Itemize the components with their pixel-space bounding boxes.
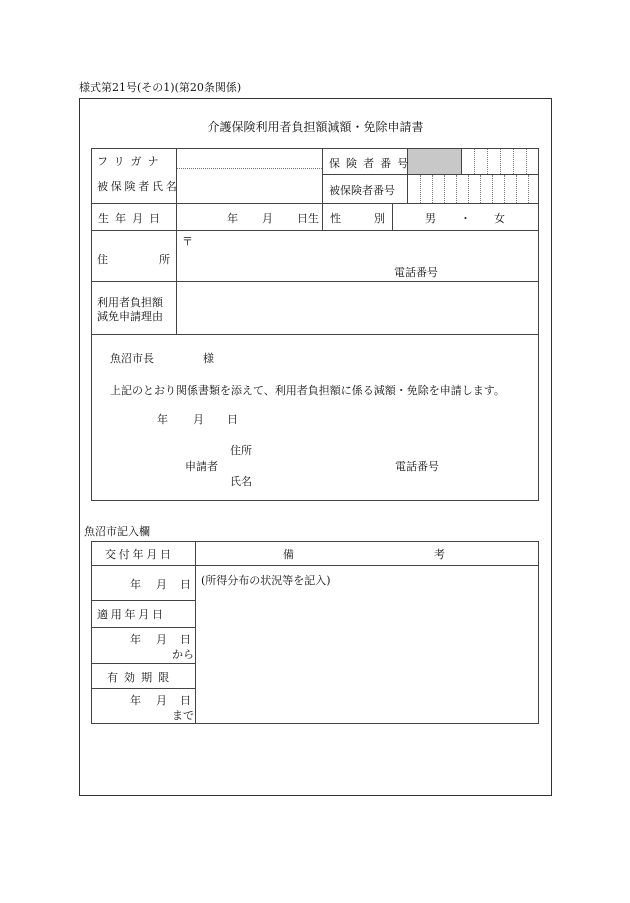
- address-label-part2: 所: [159, 253, 170, 266]
- city-table-right: [538, 541, 539, 724]
- addressee-honorific: 様: [203, 352, 214, 365]
- form-title: 介護保険利用者負担額減額・免除申請書: [207, 120, 424, 134]
- label-column-divider: [176, 148, 177, 334]
- dob-year-unit: 年: [227, 212, 238, 225]
- city-header-divider: [91, 565, 539, 566]
- valid-period-label: 有効期限: [107, 671, 176, 684]
- insurer-digit-divider: [500, 149, 501, 174]
- insurer-digit-divider: [513, 149, 514, 174]
- insured-digit-divider: [456, 175, 457, 203]
- apply-date-day: 日: [180, 633, 191, 646]
- insured-digit-divider: [480, 175, 481, 203]
- request-date-day: 日: [227, 413, 238, 426]
- row-divider-reason: [91, 281, 539, 282]
- insured-digit-divider: [444, 175, 445, 203]
- insured-digit-divider: [528, 175, 529, 203]
- insurer-digit-divider: [526, 149, 527, 174]
- insured-digit-divider: [504, 175, 505, 203]
- request-date-year: 年: [157, 413, 168, 426]
- postal-code-mark: 〒: [182, 235, 193, 248]
- city-table-bottom: [91, 723, 539, 724]
- addressee: 魚沼市長: [110, 352, 154, 365]
- valid-until-until: まで: [172, 709, 194, 722]
- city-column-divider: [195, 541, 196, 724]
- sex-option-male[interactable]: 男: [425, 212, 436, 225]
- dob-day-unit: 日生: [297, 212, 319, 225]
- row-divider-address: [91, 230, 539, 231]
- table-border-left: [91, 148, 92, 501]
- insured-digit-divider: [432, 175, 433, 203]
- dob-label: 生年月日: [98, 212, 167, 225]
- valid-until-year: 年: [130, 694, 141, 707]
- remarks-label-part2: 考: [434, 548, 445, 561]
- furigana-label: フリガナ: [97, 155, 165, 168]
- insured-digit-divider: [492, 175, 493, 203]
- valid-until-month: 月: [156, 694, 167, 707]
- sex-column-divider: [392, 203, 393, 230]
- insured-digit-divider: [420, 175, 421, 203]
- form-identifier: 様式第21号(その1)(第20条関係): [79, 81, 242, 94]
- issue-date-day: 日: [180, 578, 191, 591]
- city-row-divider: [91, 688, 195, 689]
- address-label-part1: 住: [97, 253, 108, 266]
- row-divider-request: [91, 334, 539, 335]
- issue-date-month: 月: [156, 578, 167, 591]
- insured-digit-divider: [468, 175, 469, 203]
- apply-date-label: 適用年月日: [97, 608, 166, 621]
- city-row-divider: [91, 600, 195, 601]
- row-divider-dob: [91, 203, 539, 204]
- applicant-phone-label: 電話番号: [395, 460, 439, 473]
- insurer-row-divider: [322, 174, 539, 175]
- issue-date-label: 交付年月日: [105, 548, 174, 561]
- remarks-label-part1: 備: [283, 548, 294, 561]
- apply-date-month: 月: [156, 633, 167, 646]
- issue-date-year: 年: [130, 578, 141, 591]
- applicant-name-label: 氏名: [230, 475, 252, 488]
- insurer-number-label: 保険者番号: [329, 157, 415, 170]
- sex-label-part1: 性: [330, 212, 341, 225]
- city-row-divider: [91, 663, 195, 664]
- sex-option-female[interactable]: 女: [494, 212, 505, 225]
- apply-date-year: 年: [130, 633, 141, 646]
- table-border-bottom: [91, 500, 539, 501]
- city-row-divider: [91, 627, 195, 628]
- dob-month-unit: 月: [262, 212, 273, 225]
- reason-label-line2: 減免申請理由: [97, 310, 163, 323]
- insurer-digit-divider: [487, 149, 488, 174]
- insurer-number-separator: [461, 148, 462, 174]
- applicant-label: 申請者: [185, 460, 218, 473]
- request-statement: 上記のとおり関係書類を添えて、利用者負担額に係る減額・免除を申請します。: [110, 384, 505, 397]
- insured-digit-divider: [516, 175, 517, 203]
- furigana-divider: [176, 168, 322, 169]
- city-section-heading: 魚沼市記入欄: [84, 525, 150, 538]
- insured-name-label: 被保険者氏名: [97, 180, 180, 193]
- sex-label-part2: 別: [374, 212, 385, 225]
- remarks-note: (所得分布の状況等を記入): [201, 574, 331, 587]
- city-table-top: [91, 541, 539, 542]
- insurer-column-divider: [322, 148, 323, 230]
- apply-date-from: から: [172, 648, 194, 661]
- applicant-address-label: 住所: [230, 444, 252, 457]
- insurer-number-shaded-cells: [408, 149, 461, 174]
- phone-number-label: 電話番号: [394, 266, 438, 279]
- reason-label-line1: 利用者負担額: [97, 296, 163, 309]
- valid-until-day: 日: [180, 694, 191, 707]
- table-border-right: [538, 148, 539, 501]
- city-table-left: [91, 541, 92, 724]
- table-border-top: [91, 148, 539, 149]
- insured-number-label: 被保険者番号: [329, 184, 395, 197]
- sex-option-separator: ・: [460, 212, 471, 225]
- insurer-digit-divider: [474, 149, 475, 174]
- request-date-month: 月: [193, 413, 204, 426]
